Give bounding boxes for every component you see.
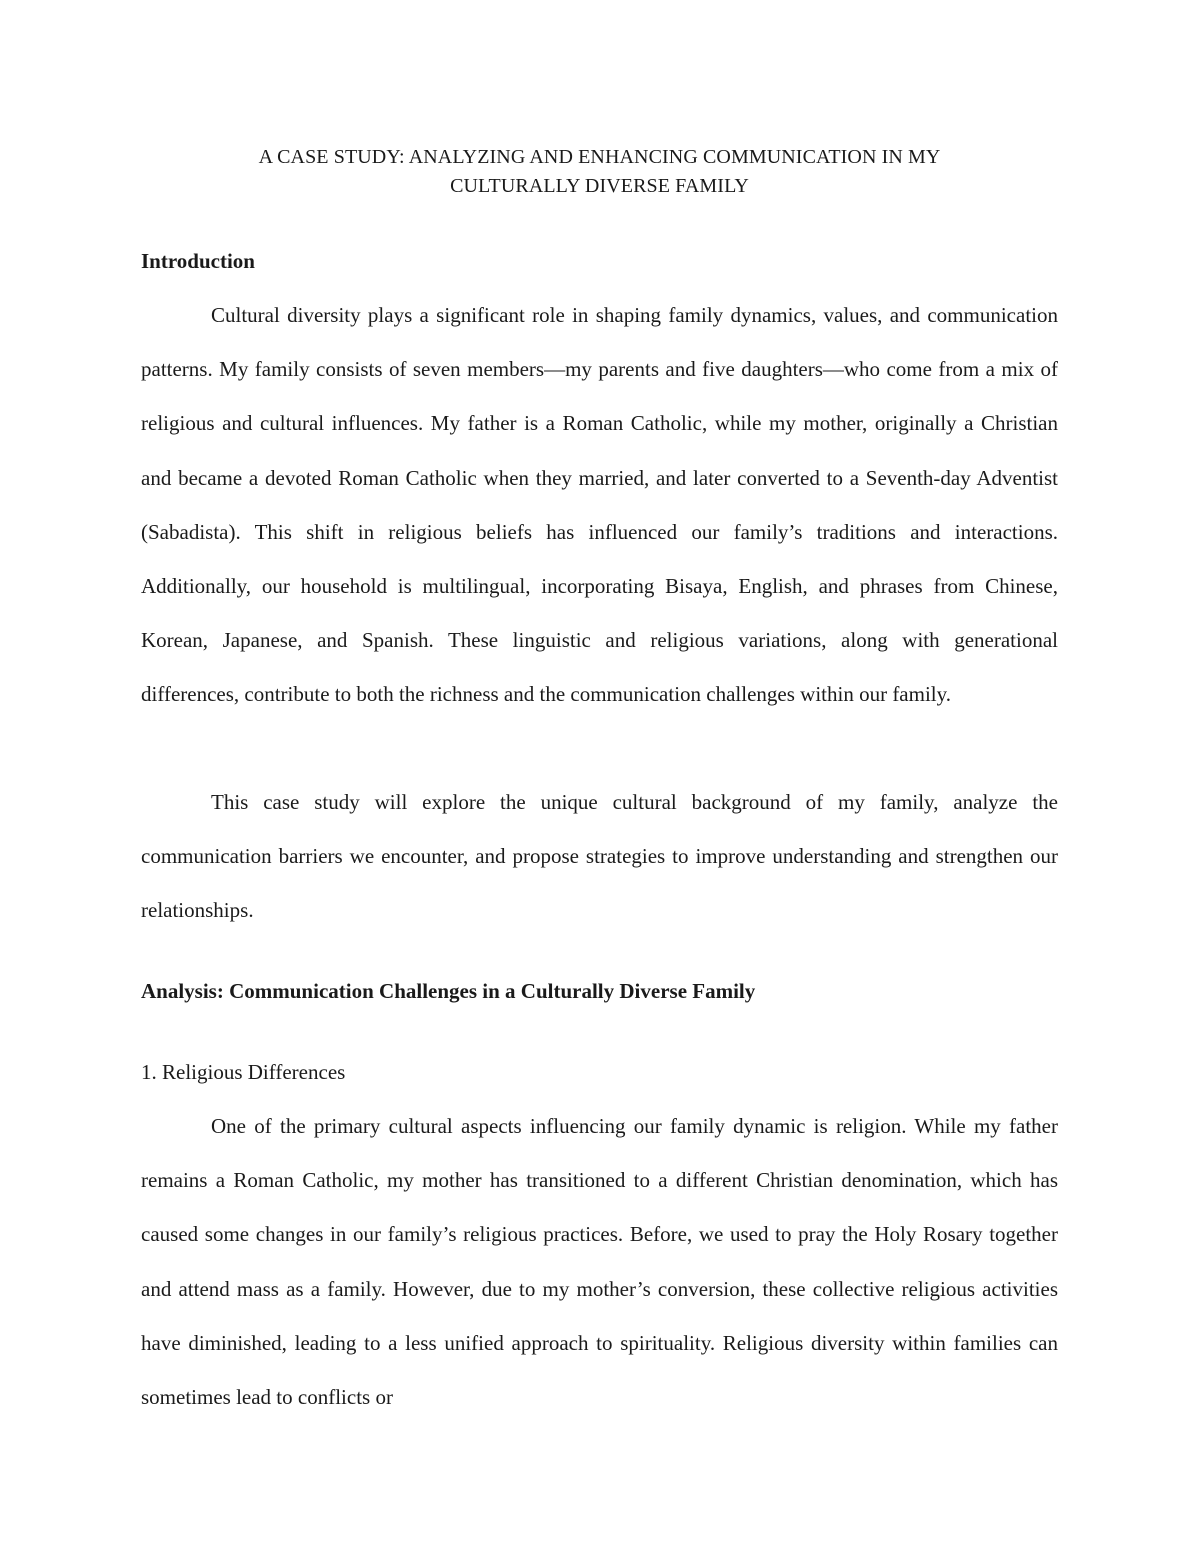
- religious-differences-heading: 1. Religious Differences: [141, 1060, 346, 1084]
- introduction-paragraph-2: This case study will explore the unique cultural background of my family, analyze the communication barriers we encounter, and propose strategies to improve understanding and strengthen our relationships.: [141, 790, 1058, 923]
- title-line-1: A CASE STUDY: ANALYZING AND ENHANCING COMMUNICATION IN MY: [258, 146, 941, 168]
- introduction-heading: Introduction: [141, 249, 255, 273]
- religious-differences-paragraph: One of the primary cultural aspects influencing our family dynamic is religion. While my father remains a Roman Catholic, my mother has transitioned to a different Christian denomination, which has caused some changes in our family’s religious practices. Before, we used to pray the Holy Rosary together and attend mass as a family. However, due to my mother’s conversion, these collective religious activities have diminished, leading to a less unified approach to spirituality. Religious diversity within families can sometimes lead to conflicts or: [141, 1114, 1058, 1410]
- introduction-paragraph-1: Cultural diversity plays a significant role in shaping family dynamics, values, and communication patterns. My family consists of seven members—my parents and five daughters—who come from a mix of religious and cultural influences. My father is a Roman Catholic, while my mother, originally a Christian and became a devoted Roman Catholic when they married, and later converted to a Seventh-day Adventist (Sabadista). This shift in religious beliefs has influenced our family’s traditions and interactions. Additionally, our household is multilingual, incorporating Bisaya, English, and phrases from Chinese, Korean, Japanese, and Spanish. These linguistic and religious variations, along with generational differences, contribute to both the richness and the communication challenges within our family.: [141, 303, 1058, 707]
- title-line-2: CULTURALLY DIVERSE FAMILY: [450, 175, 749, 197]
- analysis-heading: Analysis: Communication Challenges in a Culturally Diverse Family: [141, 979, 756, 1003]
- document-title: [141, 143, 1058, 201]
